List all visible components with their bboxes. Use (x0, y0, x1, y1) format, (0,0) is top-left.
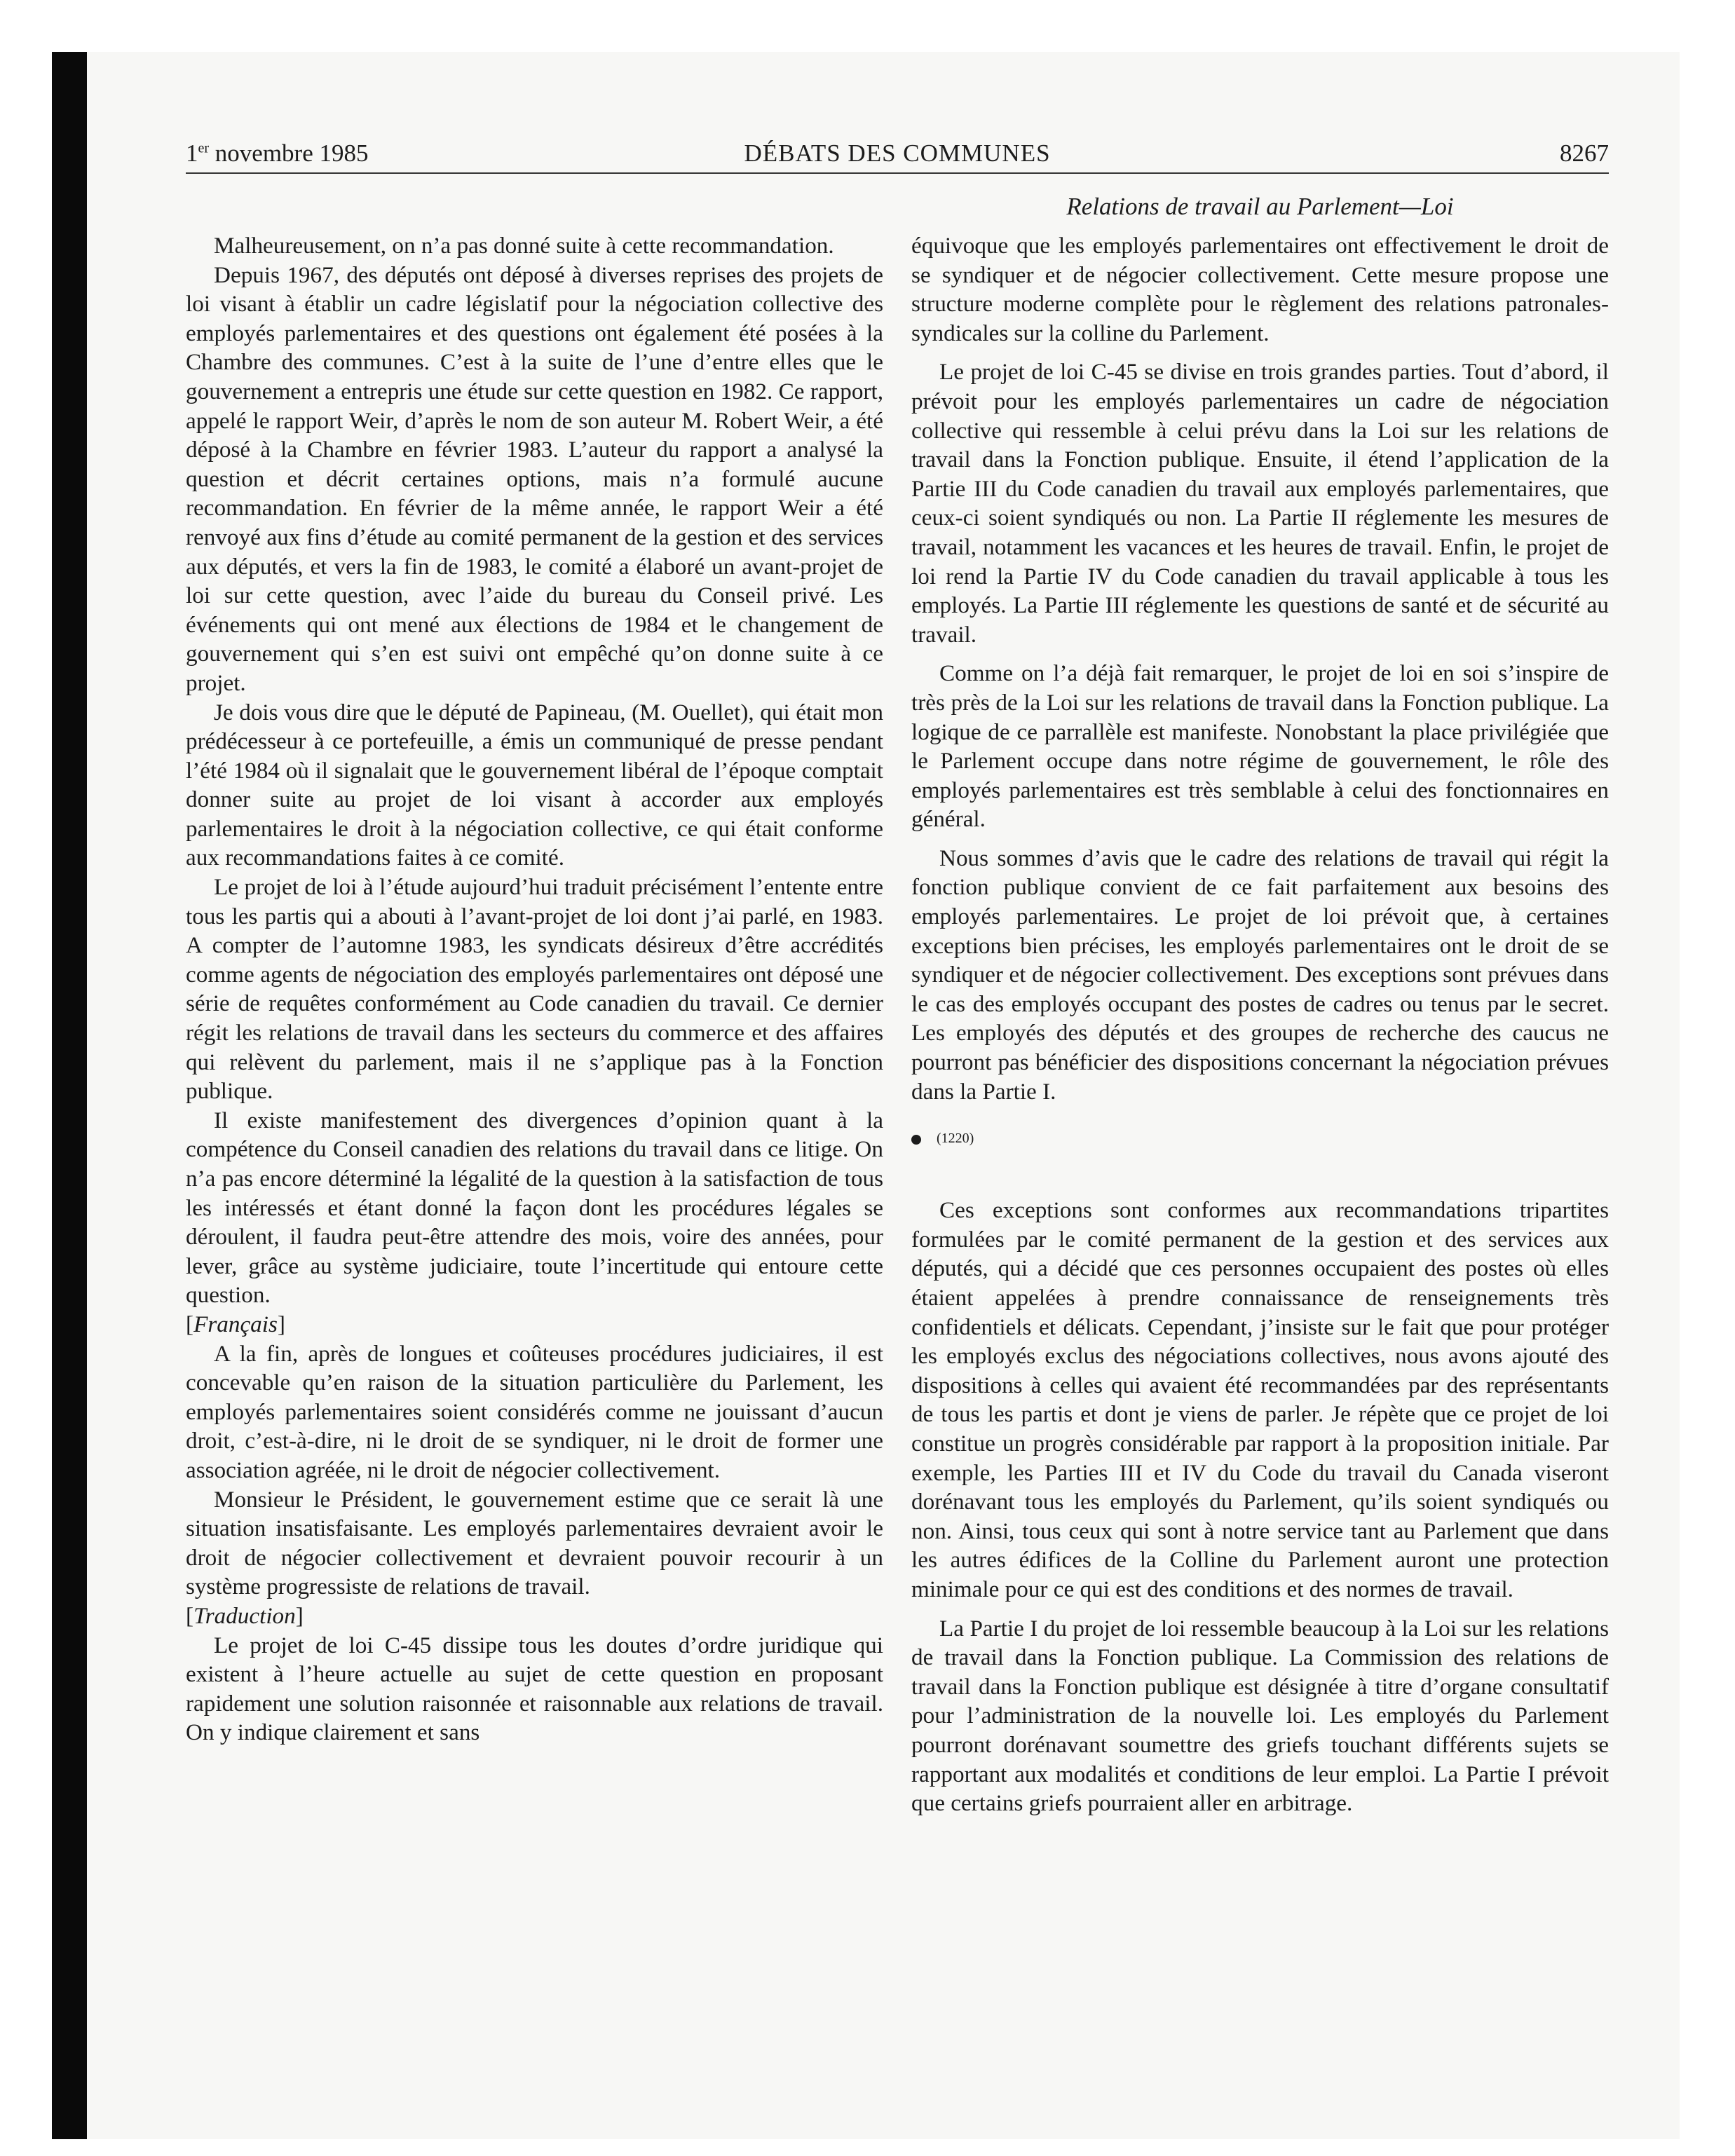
paragraph: équivoque que les employés parlementaires ont effectivement le droit de se syndiquer et de négocier collectivement. Cette mesure propose une structure moderne complète pour le règlement des relations patronales-syndicales sur la colline du Parlement. (911, 233, 1609, 346)
paragraph: Nous sommes d’avis que le cadre des relations de travail qui régit la fonction publique convient de ce fait parfaitement aux besoins des employés parlementaires. Le projet de loi prévoit que, à certaines exceptions bien précises, les employés parlementaires ont le droit de se syndiquer et de négocier collectivement. Des exceptions sont prévues dans le cas des employés occupant des postes de cadres ou tenus par le secret. Les employés des députés et des groupes de recherche des caucus ne pourront pas bénéficier des dispositions concernant la négociation prévues dans la Partie I. (911, 845, 1609, 1105)
scan-edge-shadow (52, 52, 87, 2139)
left-column (186, 231, 883, 1747)
bullet-icon (911, 1135, 921, 1145)
paragraph: La Partie I du projet de loi ressemble beaucoup à la Loi sur les relations de travail dans la Fonction publique. La Commission des relations de travail dans la Fonction publique est désignée à titre d’organe consultatif pour l’administration de la nouvelle loi. Les employés du Parlement pourront dorénavant soumettre des griefs touchant différents sujets se rapportant aux modalités et conditions de leur emploi. La Partie I prévoit que certains griefs pourraient aller en arbitrage. (911, 1615, 1609, 1817)
paragraph: Je dois vous dire que le député de Papineau, (M. Ouellet), qui était mon prédécesseur à ce portefeuille, a émis un communiqué de presse pendant l’été 1984 où il signalait que le gouvernement libéral de l’époque comptait donner suite au projet de loi visant à accorder aux employés parlementaires le droit à la négociation collective, ce qui était conforme aux recommandations faites à ce comité. (186, 699, 883, 871)
time-marker: (1220) (911, 1130, 1609, 1147)
language-tag: [Traduction] (186, 1602, 304, 1629)
paragraph: Malheureusement, on n’a pas donné suite à cette recommandation. (214, 233, 834, 259)
header-rule (186, 172, 1609, 174)
right-column (911, 231, 1609, 1818)
page-number: 8267 (1560, 139, 1609, 167)
paragraph: Monsieur le Président, le gouvernement estime que ce serait là une situation insatisfaisante. Les employés parlementaires devraient avoir le droit de négocier collectivement et devraient pouvoir recourir à un système progressiste de relations de travail. (186, 1486, 883, 1600)
paragraph: Comme on l’a déjà fait remarquer, le projet de loi en soi s’inspire de très près de la Loi sur les relations de travail dans la Fonction publique. La logique de ce parrallèle est manifeste. Nonobstant la place privilégiée que le Parlement occupe dans notre régime de gouvernement, le rôle des employés parlementaires est très semblable à celui des fonctionnaires en général. (911, 660, 1609, 833)
header-title: DÉBATS DES COMMUNES (744, 139, 1051, 167)
paragraph: Le projet de loi C-45 se divise en trois grandes parties. Tout d’abord, il prévoit pour les employés parlementaires un cadre de négociation collective qui ressemble à celui prévu dans la Loi sur les relations de travail dans la Fonction publique. Ensuite, il étend l’application de la Partie III du Code canadien du travail aux employés parlementaires, que ceux-ci soient syndiqués ou non. La Partie II réglemente les mesures de travail, notamment les vacances et les heures de travail. Enfin, le projet de loi rend la Partie IV du Code canadien du travail applicable à tous les employés. La Partie III réglemente les questions de santé et de sécurité au travail. (911, 359, 1609, 648)
paragraph: Ces exceptions sont conformes aux recommandations tripartites formulées par le comité permanent de la gestion et des services aux députés, qui a décidé que ces personnes occupaient des postes où elles étaient appelées à prendre connaissance de renseignements très confidentiels et délicats. Cependant, j’insiste sur le fait que pour protéger les employés exclus des négociations collectives, nous avons ajouté des dispositions à celles qui avaient été recommandées par des représentants de tous les partis et dont je viens de parler. Je répète que ce projet de loi constitue un progrès considérable par rapport à la proposition initiale. Par exemple, les Parties III et IV du Code du travail du Canada viseront dorénavant tous les employés du Parlement, qu’ils soient syndiqués ou non. Ainsi, tous ceux qui sont à notre service tant au Parlement que dans les autres édifices de la Colline du Parlement auront une protection minimale pour ce qui est des conditions et des normes de travail. (911, 1197, 1609, 1602)
running-head: Relations de travail au Parlement—Loi (1066, 193, 1454, 220)
paragraph: Il existe manifestement des divergences d’opinion quant à la compétence du Conseil canadien des relations du travail dans ce litige. On n’a pas encore déterminé la légalité de la question à la satisfaction de tous les intéressés et étant donné la façon dont les procédures légales se déroulent, il faudra peut-être attendre des mois, voire des années, pour lever, grâce au système judiciaire, toute l’incertitude qui entoure cette question. (186, 1107, 883, 1309)
paragraph: Depuis 1967, des députés ont déposé à diverses reprises des projets de loi visant à établir un cadre législatif pour la négociation collective des employés parlementaires et des questions ont également été posées à la Chambre des communes. C’est à la suite de l’une d’entre elles que le gouvernement a entrepris une étude sur cette question en 1982. Ce rapport, appelé le rapport Weir, d’après le nom de son auteur M. Robert Weir, a été déposé à la Chambre en février 1983. L’auteur du rapport a analysé la question et décrit certaines options, mais n’a formulé aucune recommandation. En février de la même année, le rapport Weir a été renvoyé aux fins d’étude au comité permanent de la gestion et des services aux députés, et vers la fin de 1983, le comité a élaboré un avant-projet de loi sur cette question, avec l’aide du bureau du Conseil privé. Les événements qui ont mené aux élections de 1984 et le changement de gouvernement qui s’en est suivi ont empêché qu’on donne suite à ce projet. (186, 261, 883, 696)
paragraph: A la fin, après de longues et coûteuses procédures judiciaires, il est concevable qu’en raison de la situation particulière du Parlement, les employés parlementaires soient considérés comme ne jouissant d’aucun droit, c’est-à-dire, ni le droit de se syndiquer, ni le droit de former une association agréée, ni le droit de négocier collectivement. (186, 1340, 883, 1483)
paragraph: Le projet de loi à l’étude aujourd’hui traduit précisément l’entente entre tous les partis qui a abouti à l’avant-projet de loi dont j’ai parlé, en 1983. A compter de l’automne 1983, les syndicats désireux d’être accrédités comme agents de négociation des employés parlementaires ont déposé une série de requêtes conformément au Code canadien du travail. Ce dernier régit les relations de travail dans les secteurs du commerce et des affaires qui relèvent du parlement, mais il ne s’applique pas à la Fonction publique. (186, 874, 883, 1105)
language-tag: [Français] (186, 1311, 285, 1337)
paragraph: Le projet de loi C-45 dissipe tous les doutes d’ordre juridique qui existent à l’heure actuelle au sujet de cette question en proposant rapidement une solution raisonnée et raisonnable aux relations de travail. On y indique clairement et sans (186, 1632, 883, 1746)
header-date: 1er novembre 1985 (186, 139, 369, 167)
page-header (186, 137, 1609, 170)
